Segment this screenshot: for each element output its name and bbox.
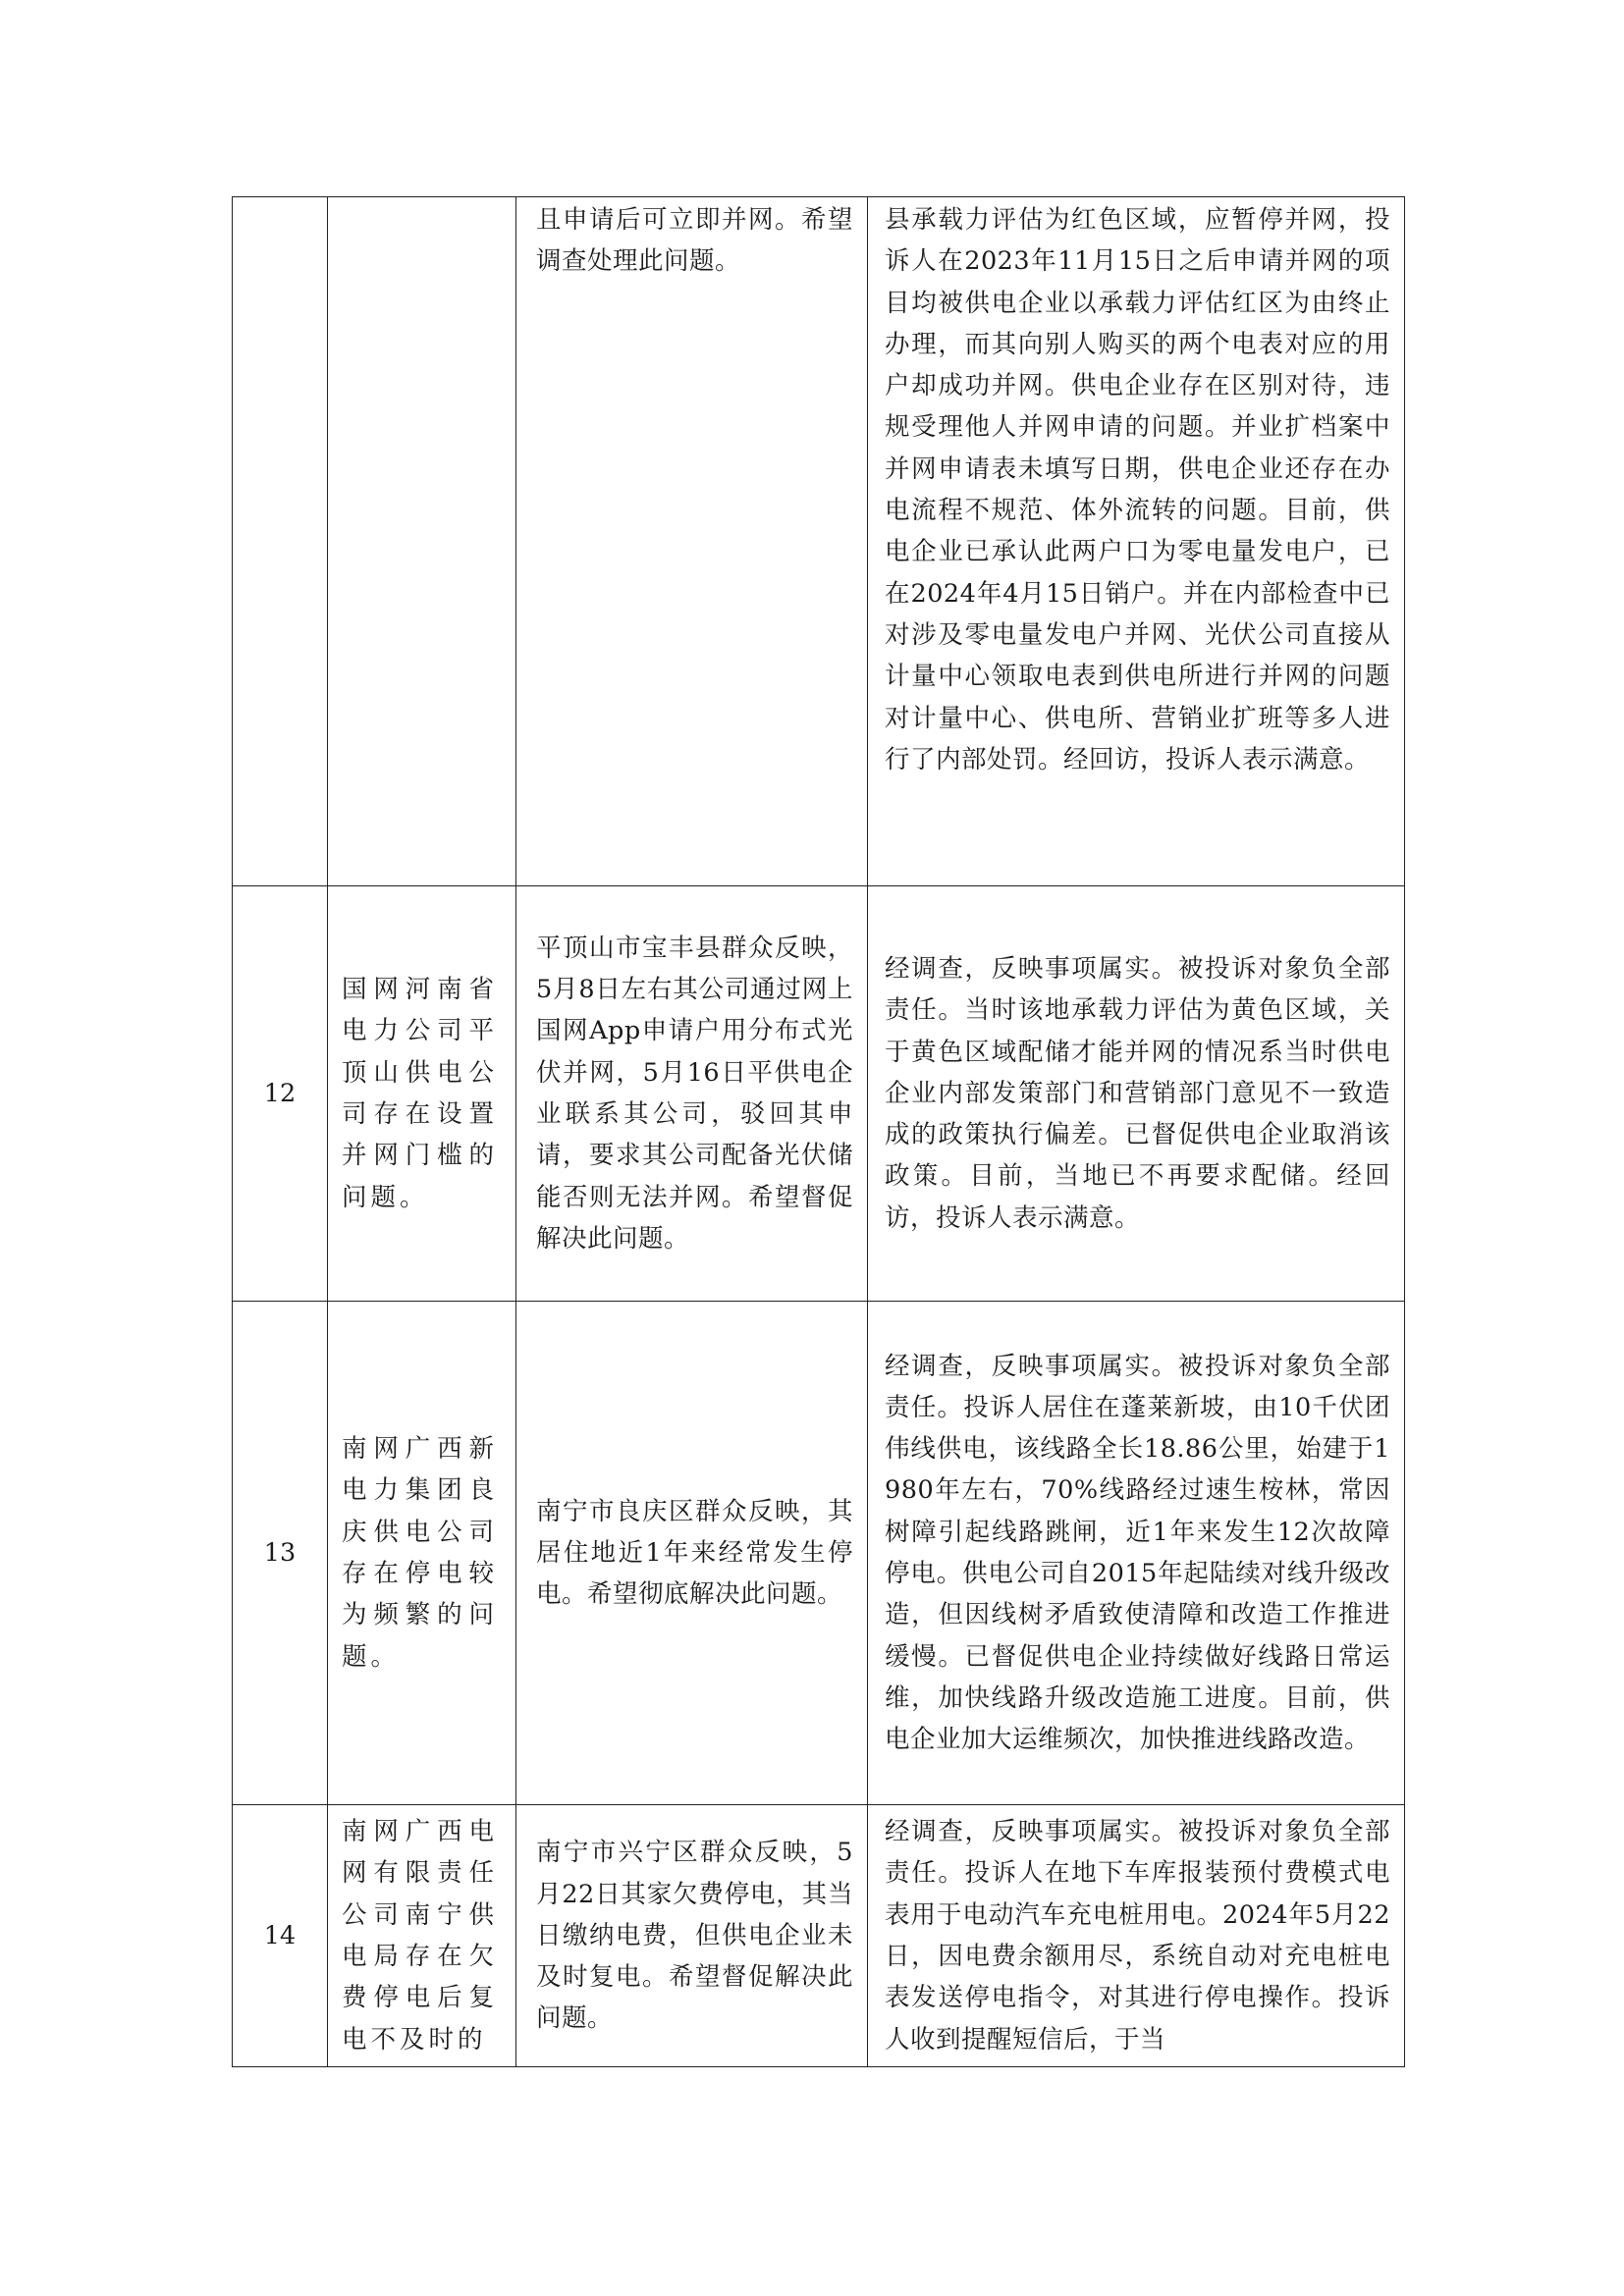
table-row <box>233 197 1405 886</box>
table-row <box>233 1302 1405 1805</box>
table-row <box>233 886 1405 1302</box>
issue-description: 且申请后可立即并网。希望调查处理此问题。 <box>516 197 868 886</box>
complained-unit: 南网广西新电力集团良庆供电公司存在停电较为频繁的问题。 <box>328 1302 516 1805</box>
row-number: 12 <box>233 886 328 1302</box>
table-row <box>233 1805 1405 2067</box>
row-number <box>233 197 328 886</box>
issue-description: 南宁市良庆区群众反映，其居住地近1年来经常发生停电。希望彻底解决此问题。 <box>516 1302 868 1805</box>
investigation-result: 县承载力评估为红色区域，应暂停并网，投诉人在2023年11月15日之后申请并网的项目均被供电企业以承载力评估红区为由终止办理，而其向别人购买的两个电表对应的用户却成功并网。供电企业存在区别对待，违规受理他人并网申请的问题。并业扩档案中并网申请表未填写日期，供电企业还存在办电流程不规范、体外流转的问题。目前，供电企业已承认此两户口为零电量发电户，已在2024年4月15日销户。并在内部检查中已对涉及零电量发电户并网、光伏公司直接从计量中心领取电表到供电所进行并网的问题对计量中心、供电所、营销业扩班等多人进行了内部处罚。经回访，投诉人表示满意。 <box>868 197 1405 886</box>
investigation-result: 经调查，反映事项属实。被投诉对象负全部责任。投诉人在地下车库报装预付费模式电表用于电动汽车充电桩用电。2024年5月22日，因电费余额用尽，系统自动对充电桩电表发送停电指令，对其进行停电操作。投诉人收到提醒短信后，于当 <box>868 1805 1405 2067</box>
row-number: 14 <box>233 1805 328 2067</box>
issue-description: 平顶山市宝丰县群众反映，5月8日左右其公司通过网上国网App申请户用分布式光伏并网，5月16日平供电企业联系其公司，驳回其申请，要求其公司配备光伏储能否则无法并网。希望督促解决此问题。 <box>516 886 868 1302</box>
investigation-result: 经调查，反映事项属实。被投诉对象负全部责任。当时该地承载力评估为黄色区域，关于黄色区域配储才能并网的情况系当时供电企业内部发策部门和营销部门意见不一致造成的政策执行偏差。已督促供电企业取消该政策。目前，当地已不再要求配储。经回访，投诉人表示满意。 <box>868 886 1405 1302</box>
issue-description: 南宁市兴宁区群众反映，5月22日其家欠费停电，其当日缴纳电费，但供电企业未及时复电。希望督促解决此问题。 <box>516 1805 868 2067</box>
investigation-result: 经调查，反映事项属实。被投诉对象负全部责任。投诉人居住在蓬莱新坡，由10千伏团伟线供电，该线路全长18.86公里，始建于1980年左右，70%线路经过速生桉林，常因树障引起线路跳闸，近1年来发生12次故障停电。供电公司自2015年起陆续对线升级改造，但因线树矛盾致使清障和改造工作推进缓慢。已督促供电企业持续做好线路日常运维，加快线路升级改造施工进度。目前，供电企业加大运维频次，加快推进线路改造。 <box>868 1302 1405 1805</box>
complained-unit <box>328 197 516 886</box>
complaints-table <box>232 196 1405 2067</box>
complained-unit: 国网河南省电力公司平顶山供电公司存在设置并网门槛的问题。 <box>328 886 516 1302</box>
row-number: 13 <box>233 1302 328 1805</box>
complained-unit: 南网广西电网有限责任公司南宁供电局存在欠费停电后复电不及时的 <box>328 1805 516 2067</box>
